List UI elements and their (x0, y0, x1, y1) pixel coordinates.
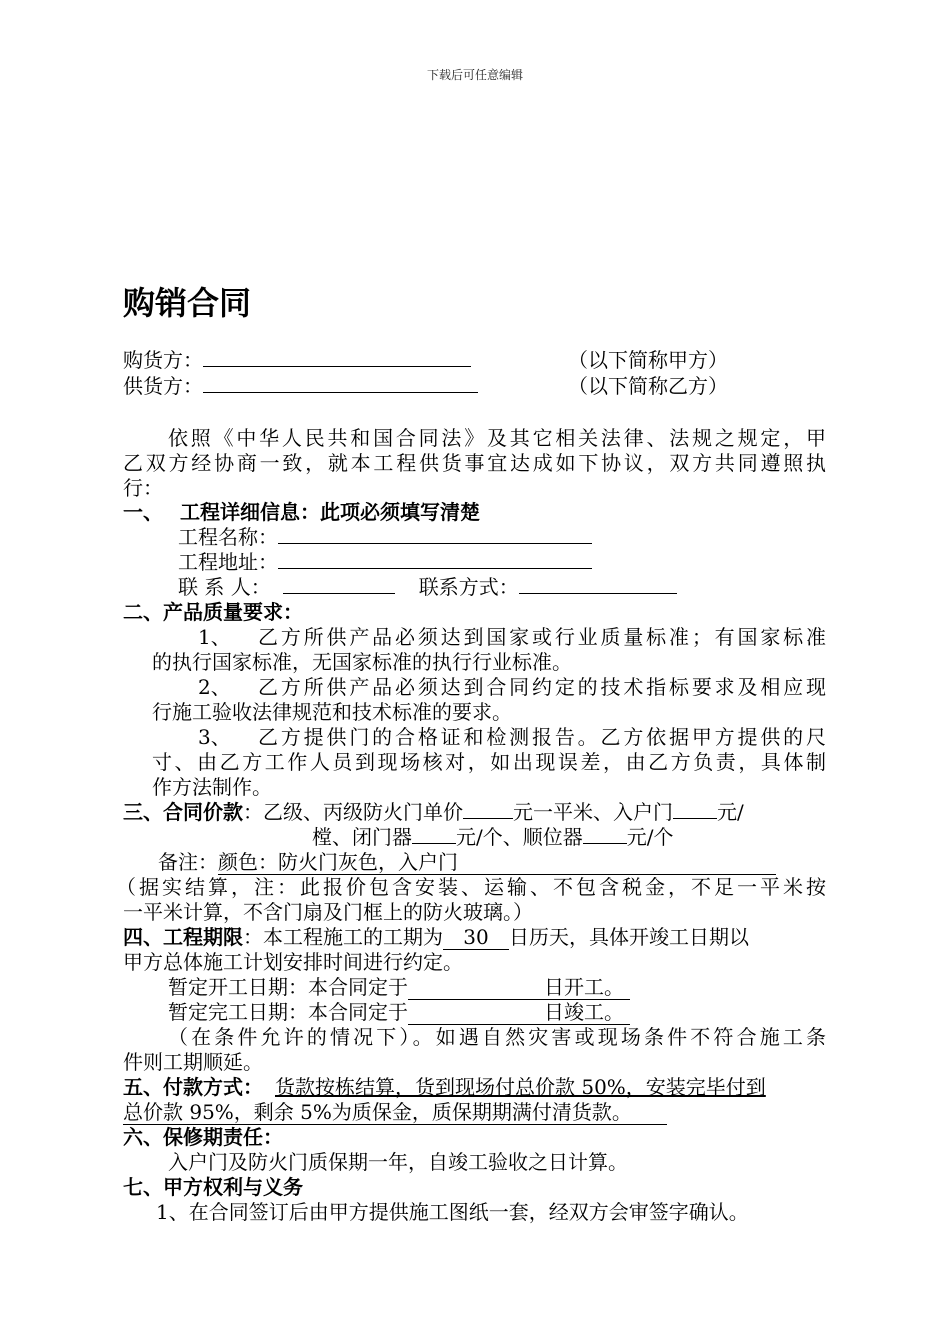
project-address-label: 工程地址： (178, 550, 278, 574)
quality-item-3-number: 3、 (198, 725, 231, 749)
remark-field[interactable] (218, 850, 776, 875)
quality-item-1-line-2: 的执行国家标准，无国家标准的执行行业标准。 (152, 650, 572, 674)
period-line-1 (123, 925, 749, 950)
remark-label: 备注： (158, 850, 218, 874)
quality-item-2-number: 2、 (198, 675, 231, 699)
price-note-line-1: （据实结算，注：此报价包含安装、运输、不包含税金，不足一平米按 (116, 875, 826, 899)
section-1-number: 一、 (123, 500, 163, 524)
payment-text-2: 总价款 95%，剩余 5%为质保金，质保期期满付清货款。 (123, 1100, 632, 1124)
seller-note: （以下简称乙方） (568, 374, 728, 398)
section-5-title: 五、付款方式： (123, 1075, 263, 1099)
contact-line (178, 575, 677, 599)
payment-line-1 (123, 1075, 766, 1099)
payment-text-1: 货款按栋结算，货到现场付总价款 50%，安装完毕付到 (275, 1075, 766, 1099)
seller-label: 供货方： (123, 374, 203, 398)
section-3-colon: ： (243, 800, 263, 824)
project-name-label: 工程名称： (178, 525, 278, 549)
remark-line (158, 850, 776, 875)
quality-item-1-number: 1、 (198, 625, 231, 649)
intro-line-1: 依照《中华人民共和国合同法》及其它相关法律、法规之规定，甲 (168, 426, 826, 450)
contact-method-field[interactable] (519, 575, 677, 594)
price-line-2 (312, 825, 674, 849)
contact-label: 联 系 人： (178, 575, 271, 599)
entry-door-unit: 元/ (717, 800, 744, 824)
section-2-title: 二、产品质量要求： (123, 600, 303, 624)
project-address-line (178, 550, 592, 574)
section-3-title: 三、合同价款 (123, 800, 243, 824)
door-closer-label: 樘、闭门器 (312, 825, 412, 849)
start-date-suffix: 日开工。 (544, 975, 624, 999)
payment-line-2 (123, 1100, 667, 1125)
quality-item-3-line-1: 乙方提供门的合格证和检测报告。乙方依据甲方提供的尺 (258, 725, 826, 749)
contact-field[interactable] (283, 575, 395, 594)
end-date-field[interactable] (408, 1000, 630, 1025)
project-name-line (178, 525, 592, 549)
buyer-duty-item-1: 1、在合同签订后由甲方提供施工图纸一套，经双方会审签字确认。 (156, 1200, 749, 1224)
door-closer-price-field[interactable] (412, 825, 456, 844)
buyer-line (123, 348, 471, 372)
quality-item-2-line-1: 乙方所供产品必须达到合同约定的技术指标要求及相应现 (258, 675, 826, 699)
entry-door-price-label: 元一平米、入户门 (513, 800, 673, 824)
start-date-line (168, 975, 630, 1000)
seller-field[interactable] (203, 374, 478, 393)
warranty-text: 入户门及防火门质保期一年，自竣工验收之日计算。 (168, 1150, 628, 1174)
period-days-value: 30 (463, 925, 489, 949)
contact-method-label: 联系方式： (418, 575, 519, 599)
sequencer-unit: 元/个 (626, 825, 674, 849)
intro-line-3: 行： (123, 476, 163, 500)
end-date-line (168, 1000, 630, 1025)
quality-item-2-line-2: 行施工验收法律规范和技术标准的要求。 (152, 700, 512, 724)
payment-text-2-field (123, 1100, 667, 1125)
fire-door-price-label: 乙级、丙级防火门单价 (263, 800, 463, 824)
page-header-note: 下载后可任意编辑 (426, 68, 523, 82)
period-condition-line-2: 件则工期顺延。 (123, 1050, 263, 1074)
sequencer-label: 元/个、顺位器 (456, 825, 583, 849)
section-4-colon: ： (243, 925, 263, 949)
quality-item-3-line-2: 寸、由乙方工作人员到现场核对，如出现误差，由乙方负责，具体制 (152, 750, 826, 774)
price-line-1 (123, 800, 744, 824)
seller-line (123, 374, 478, 398)
end-date-label: 暂定完工日期：本合同定于 (168, 1000, 408, 1024)
sequencer-price-field[interactable] (583, 825, 627, 844)
intro-line-2: 乙双方经协商一致，就本工程供货事宜达成如下协议，双方共同遵照执 (123, 451, 826, 475)
project-name-field[interactable] (278, 525, 592, 544)
document-title: 购销合同 (123, 284, 252, 322)
section-1-title: 工程详细信息：此项必须填写清楚 (180, 500, 480, 524)
period-days-field[interactable] (443, 925, 509, 950)
period-label: 本工程施工的工期为 (263, 925, 443, 949)
section-7-title: 七、甲方权利与义务 (123, 1175, 303, 1199)
quality-item-1-line-1: 乙方所供产品必须达到国家或行业质量标准；有国家标准 (258, 625, 826, 649)
buyer-label: 购货方： (123, 348, 203, 372)
period-condition-line-1: （在条件允许的情况下）。如遇自然灾害或现场条件不符合施工条 (168, 1025, 826, 1049)
start-date-label: 暂定开工日期：本合同定于 (168, 975, 408, 999)
entry-door-price-field[interactable] (673, 800, 717, 819)
start-date-field[interactable] (408, 975, 630, 1000)
project-address-field[interactable] (278, 550, 592, 569)
price-note-line-2: 一平米计算，不含门扇及门框上的防火玻璃。） (123, 900, 533, 924)
period-line-2: 甲方总体施工计划安排时间进行约定。 (123, 950, 463, 974)
period-suffix: 日历天，具体开竣工日期以 (509, 925, 749, 949)
buyer-note: （以下简称甲方） (568, 348, 728, 372)
end-date-suffix: 日竣工。 (544, 1000, 624, 1024)
buyer-field[interactable] (203, 348, 471, 367)
remark-text: 颜色：防火门灰色，入户门 (218, 850, 458, 874)
section-6-title: 六、保修期责任： (123, 1125, 283, 1149)
section-4-title: 四、工程期限 (123, 925, 243, 949)
fire-door-price-field[interactable] (463, 800, 513, 819)
quality-item-3-line-3: 作方法制作。 (152, 775, 272, 799)
